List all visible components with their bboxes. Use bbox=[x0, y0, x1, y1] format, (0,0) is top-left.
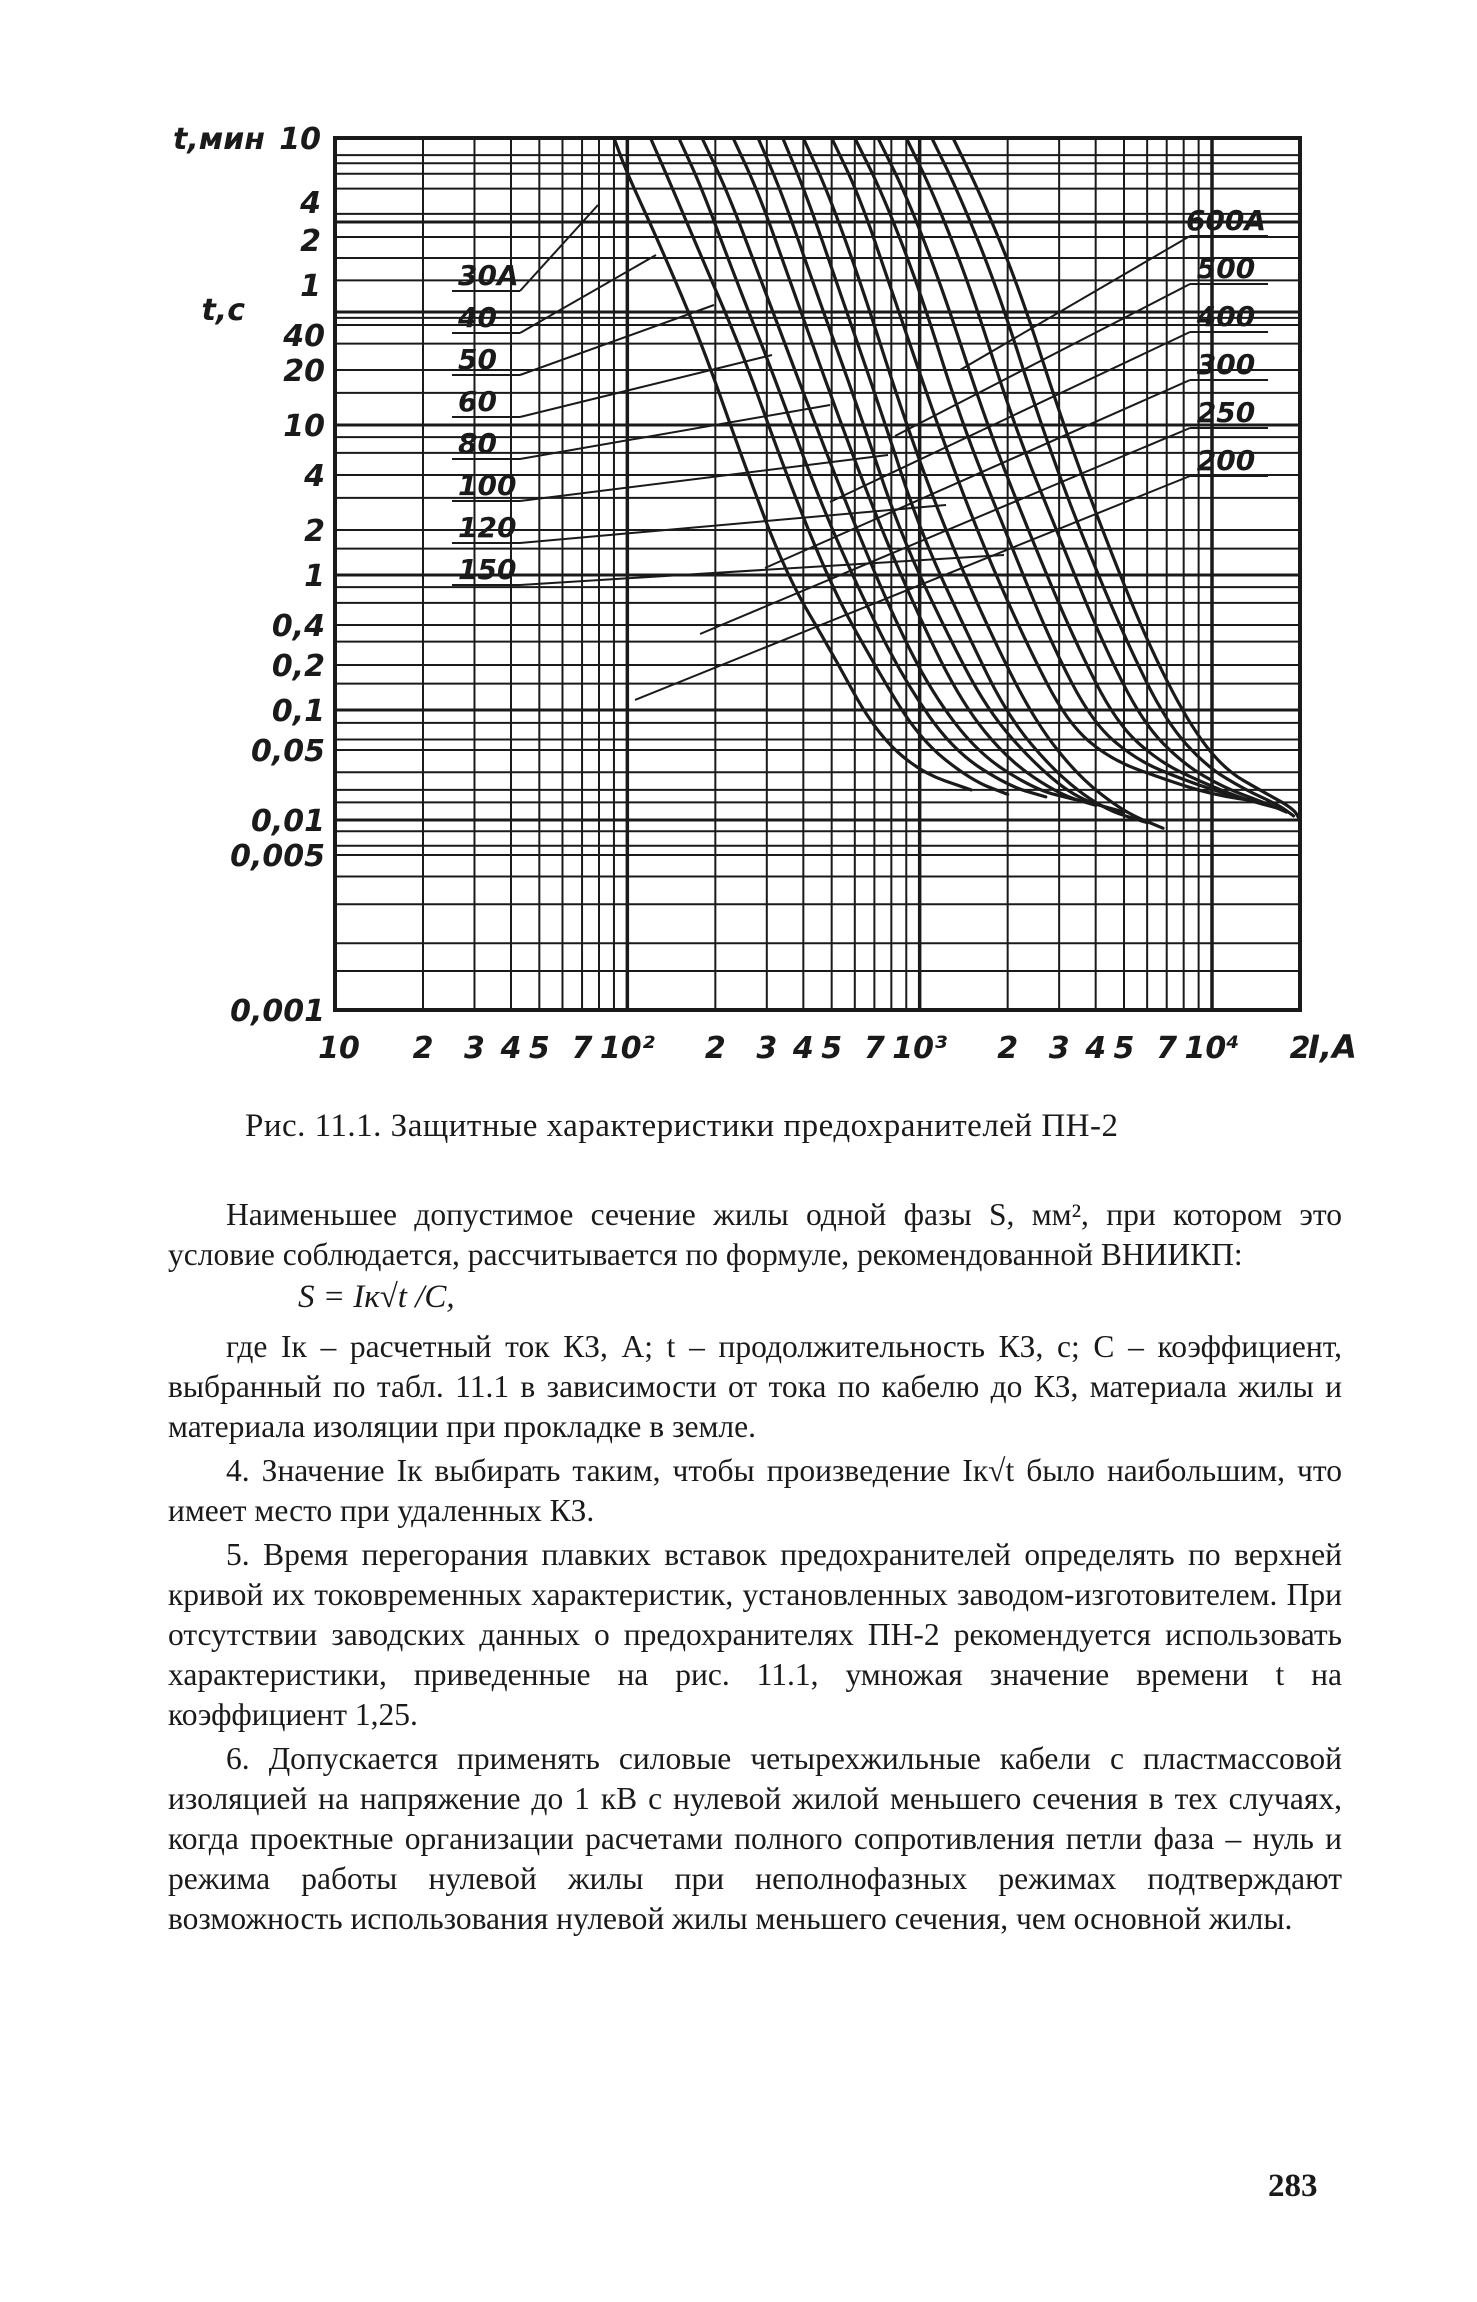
y-tick-label-sec: 0,01 bbox=[250, 804, 325, 839]
y-tick-label-sec: 0,1 bbox=[271, 694, 325, 729]
x-tick-label: 10 bbox=[318, 1031, 360, 1066]
leader-left bbox=[520, 205, 598, 291]
x-tick-label: 2 bbox=[412, 1031, 434, 1066]
y-tick-label-sec: 0,001 bbox=[230, 994, 325, 1029]
curve-label-left: 40 bbox=[458, 301, 497, 334]
y-tick-label-min: 10 bbox=[279, 122, 321, 157]
curve-label-right: 200 bbox=[1196, 444, 1256, 477]
curve-30a bbox=[614, 138, 971, 790]
leader-left bbox=[520, 405, 830, 459]
y-tick-label-sec: 1 bbox=[304, 559, 325, 594]
y-tick-label-sec: 4 bbox=[304, 459, 325, 494]
x-tick-label: 2 bbox=[704, 1031, 726, 1066]
paragraph-1: Наименьшее допустимое сечение жилы одной фазы S, мм², при котором это условие соблюдается, рассчитывается по формуле, рекомендованной ВНИИКП: bbox=[168, 1197, 1342, 1272]
chart-labels bbox=[173, 122, 1357, 1066]
x-tick-label: 10² bbox=[599, 1031, 655, 1066]
y-axis-label-sec: t,c bbox=[201, 293, 245, 328]
x-tick-label: 3 bbox=[464, 1031, 485, 1066]
curve-150 bbox=[803, 138, 1163, 828]
curve-label-right: 250 bbox=[1196, 396, 1256, 429]
leader-left bbox=[520, 255, 656, 333]
x-tick-label: 2 bbox=[997, 1031, 1019, 1066]
curve-label-left: 30A bbox=[458, 259, 519, 292]
leader-right bbox=[960, 236, 1190, 370]
body-text bbox=[168, 1195, 1342, 1939]
y-tick-label-sec: 0,2 bbox=[271, 649, 325, 684]
curve-label-left: 120 bbox=[458, 511, 517, 544]
curve-label-right: 500 bbox=[1196, 252, 1256, 285]
x-tick-label: 4 bbox=[1085, 1031, 1107, 1066]
x-tick-label: 3 bbox=[1048, 1031, 1070, 1066]
curve-label-left: 80 bbox=[458, 427, 497, 460]
paragraph-2: где Iк – расчетный ток КЗ, А; t – продолжительность КЗ, с; C – коэффициент, выбранный по табл. 11.1 в зависимости от тока по кабелю до КЗ, материала жилы и материала изоляции при прокладке в земле. bbox=[168, 1329, 1342, 1444]
x-tick-label: 5 bbox=[528, 1031, 550, 1066]
x-tick-label: 10⁴ bbox=[1184, 1031, 1240, 1066]
y-tick-label-min: 1 bbox=[300, 269, 321, 304]
x-tick-label: 5 bbox=[1113, 1031, 1135, 1066]
curve-label-left: 50 bbox=[458, 343, 497, 376]
x-axis-label: I,A bbox=[1308, 1028, 1357, 1066]
x-tick-label: 2 bbox=[1289, 1031, 1311, 1066]
leader-left bbox=[520, 505, 946, 543]
x-tick-label: 7 bbox=[863, 1031, 885, 1066]
y-tick-label-min: 2 bbox=[300, 224, 321, 259]
y-tick-label-min: 4 bbox=[300, 186, 321, 221]
y-tick-label-sec: 0,4 bbox=[271, 609, 325, 644]
curve-label-left: 150 bbox=[458, 553, 517, 586]
y-tick-label-sec: 40 bbox=[283, 319, 325, 354]
y-tick-label-sec: 10 bbox=[283, 409, 325, 444]
y-tick-label-sec: 2 bbox=[304, 514, 325, 549]
x-tick-label: 4 bbox=[792, 1031, 814, 1066]
curve-label-left: 60 bbox=[458, 385, 497, 418]
curve-label-right: 300 bbox=[1196, 348, 1256, 381]
x-tick-label: 5 bbox=[821, 1031, 843, 1066]
x-tick-label: 7 bbox=[1156, 1031, 1178, 1066]
x-tick-label: 7 bbox=[571, 1031, 593, 1066]
paragraph-4: 5. Время перегорания плавких вставок предохранителей определять по верхней кривой их токовременных характеристик, установленных заводом-изготовителем. При отсутствии заводских данных о предохранителях ПН-2 рекомендуется использовать характеристики, приведенные на рис. 11.1, умножая значение времени t на коэффициент 1,25. bbox=[168, 1537, 1342, 1732]
formula: S = Iк√t /C, bbox=[298, 1279, 455, 1315]
figure-caption: Рис. 11.1. Защитные характеристики предохранителей ПН-2 bbox=[245, 1108, 1119, 1144]
x-tick-label: 10³ bbox=[892, 1031, 948, 1066]
page-number: 283 bbox=[1268, 2168, 1318, 2204]
x-tick-label: 4 bbox=[500, 1031, 522, 1066]
leader-right bbox=[895, 284, 1190, 436]
curve-label-right: 400 bbox=[1196, 300, 1256, 333]
paragraph-3: 4. Значение Iк выбирать таким, чтобы произведение Iк√t было наибольшим, что имеет место при удаленных КЗ. bbox=[168, 1453, 1342, 1528]
fuse-characteristics-chart bbox=[160, 120, 1357, 1080]
paragraph-5: 6. Допускается применять силовые четырехжильные кабели с пластмассовой изоляцией на напряжение до 1 кВ с нулевой жилой меньшего сечения в тех случаях, когда проектные организации расчетами полного сопротивления петли фаза – нуль и режима работы нулевой жилы при неполнофазных режимах подтверждают возможность использования нулевой жилы меньшего сечения, чем основной жилы. bbox=[168, 1741, 1342, 1936]
y-tick-label-sec: 0,005 bbox=[230, 839, 325, 874]
y-tick-label-sec: 20 bbox=[283, 354, 325, 389]
y-tick-label-sec: 0,05 bbox=[250, 734, 325, 769]
x-tick-label: 3 bbox=[756, 1031, 778, 1066]
leader-left bbox=[520, 355, 772, 417]
curve-label-right: 600A bbox=[1185, 204, 1267, 237]
y-axis-label-min: t,мин bbox=[172, 122, 265, 157]
leader-left bbox=[520, 455, 888, 501]
curve-600a bbox=[953, 138, 1300, 820]
curve-label-left: 100 bbox=[458, 469, 517, 502]
